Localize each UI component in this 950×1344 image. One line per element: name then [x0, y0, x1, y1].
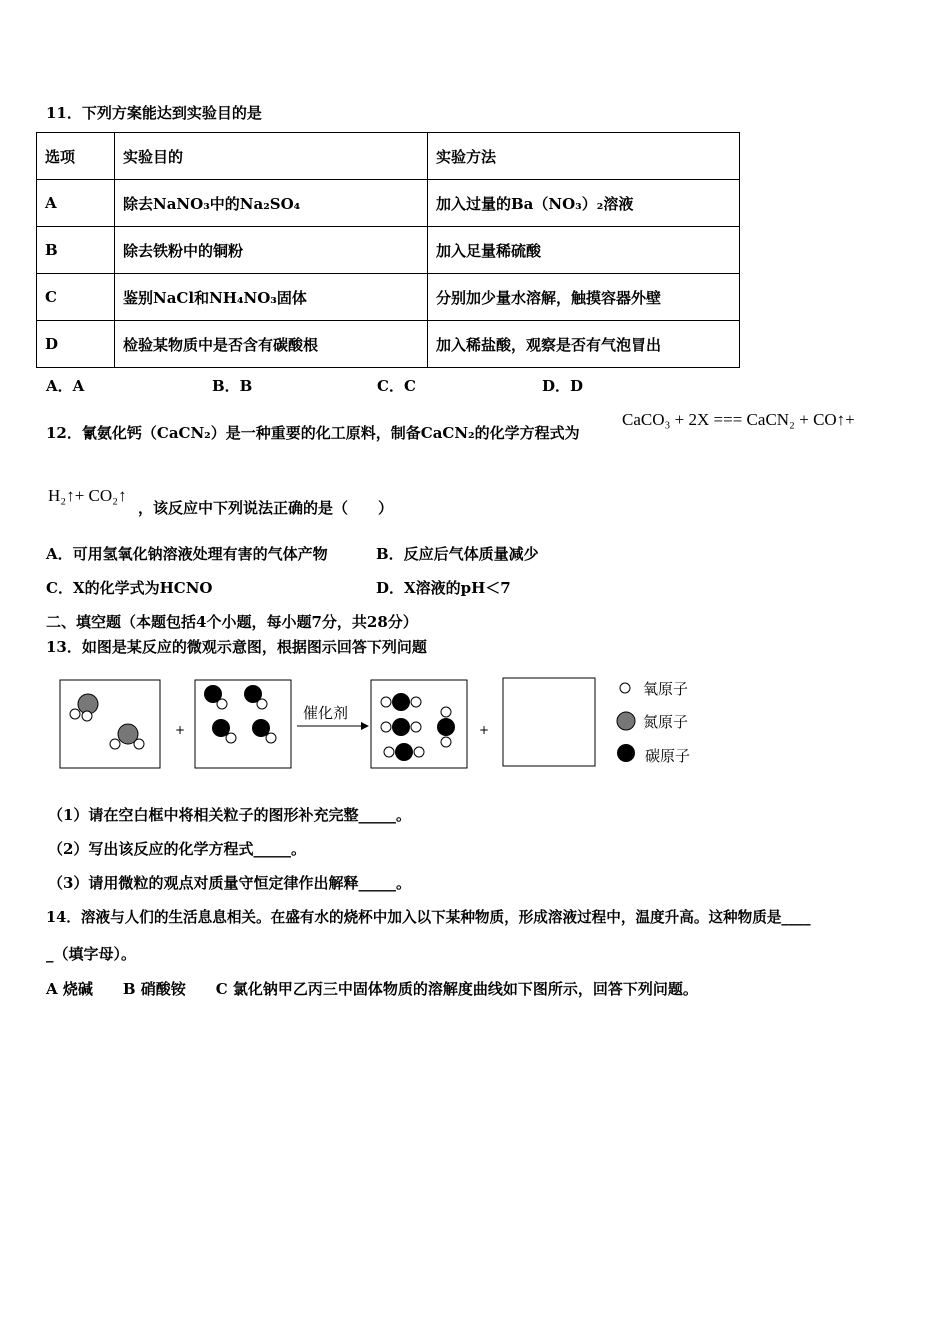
molecule-carbon-oxygen — [204, 685, 227, 709]
row-purpose: 检验某物质中是否含有碳酸根 — [115, 321, 428, 368]
q12-stem-continued: ，该反应中下列说法正确的是（ ） — [138, 499, 394, 517]
plus-sign: + — [175, 723, 186, 737]
q13-part-2: （2）写出该反应的化学方程式_____。 — [48, 840, 306, 858]
row-purpose: 鉴别NaCl和NH₄NO₃固体 — [115, 274, 428, 321]
q12-equation-line1: CaCO₃ + 2X === CaCN₂ + CO↑+ — [622, 410, 855, 429]
q11-choice-c: C．C — [377, 377, 416, 395]
table-header-row — [37, 133, 740, 180]
reaction-diagram — [55, 672, 715, 776]
molecule-nitrogen-hydrogen — [70, 694, 98, 721]
header-method: 实验方法 — [428, 133, 740, 180]
row-method: 加入过量的Ba（NO₃）₂溶液 — [428, 180, 740, 227]
q12-equation-line2: H₂↑+ CO₂↑ — [48, 486, 127, 505]
q11-choice-a: A．A — [46, 377, 85, 395]
molecule-carbon-oxygen — [212, 719, 236, 743]
q11-choice-b: B．B — [212, 377, 253, 395]
legend-nitrogen-label: 氮原子 — [643, 713, 689, 731]
reactant-box-1 — [60, 680, 160, 768]
q14-stem-line1: 14．溶液与人们的生活息息相关。在盛有水的烧杯中加入以下某种物质，形成溶液过程中，温度升高。这种物质是____ — [46, 909, 811, 926]
q14-choices: A 烧碱 B 硝酸铵 C 氯化钠甲乙丙三中固体物质的溶解度曲线如下图所示，回答下列问题。 — [46, 980, 698, 998]
row-method: 加入足量稀硫酸 — [428, 227, 740, 274]
blank-answer-box[interactable] — [503, 678, 595, 766]
table-row — [37, 180, 740, 227]
q12-option-b: B．反应后气体质量减少 — [376, 545, 539, 563]
q12-option-a: A．可用氢氧化钠溶液处理有害的气体产物 — [46, 545, 328, 563]
row-option: D — [37, 321, 115, 368]
row-purpose: 除去铁粉中的铜粉 — [115, 227, 428, 274]
q11-table — [36, 132, 740, 368]
molecule-carbon-oxygen — [244, 685, 267, 709]
catalyst-label: 催化剂 — [303, 704, 349, 722]
carbon-atom-legend-icon — [617, 744, 635, 762]
q13-part-1: （1）请在空白框中将相关粒子的图形补充完整_____。 — [48, 806, 411, 824]
molecule-carbon-dioxide — [384, 743, 424, 761]
q11-stem: 11．下列方案能达到实验目的是 — [46, 104, 262, 122]
header-purpose: 实验目的 — [115, 133, 428, 180]
table-row — [37, 227, 740, 274]
nitrogen-atom-legend-icon — [617, 712, 635, 730]
q13-stem: 13．如图是某反应的微观示意图，根据图示回答下列问题 — [46, 638, 427, 656]
oxygen-atom-legend-icon — [620, 683, 630, 693]
table-row — [37, 274, 740, 321]
row-option: C — [37, 274, 115, 321]
table-row — [37, 321, 740, 368]
q11-choice-d: D．D — [542, 377, 584, 395]
molecule-carbon-dioxide-vertical — [437, 707, 455, 747]
q12-option-c: C．X的化学式为HCNO — [46, 579, 213, 597]
reaction-arrow-head — [361, 722, 369, 730]
row-method: 加入稀盐酸，观察是否有气泡冒出 — [428, 321, 740, 368]
q12-stem: 12．氰氨化钙（CaCN₂）是一种重要的化工原料，制备CaCN₂的化学方程式为 — [46, 424, 580, 442]
plus-sign: + — [479, 723, 490, 737]
legend-oxygen-label: 氧原子 — [643, 680, 689, 698]
row-option: A — [37, 180, 115, 227]
header-option: 选项 — [37, 133, 115, 180]
legend-carbon-label: 碳原子 — [645, 747, 691, 765]
q12-option-d: D．X溶液的pH＜7 — [376, 579, 511, 597]
q14-stem-line2: _（填字母）。 — [46, 945, 137, 963]
molecule-carbon-dioxide — [381, 718, 421, 736]
molecule-carbon-oxygen — [252, 719, 276, 743]
section-heading: 二、填空题（本题包括4个小题，每小题7分，共28分） — [46, 613, 418, 631]
molecule-carbon-dioxide — [381, 693, 421, 711]
molecule-nitrogen-hydrogen — [110, 724, 144, 749]
row-purpose: 除去NaNO₃中的Na₂SO₄ — [115, 180, 428, 227]
row-method: 分别加少量水溶解，触摸容器外壁 — [428, 274, 740, 321]
row-option: B — [37, 227, 115, 274]
q13-part-3: （3）请用微粒的观点对质量守恒定律作出解释_____。 — [48, 874, 411, 892]
